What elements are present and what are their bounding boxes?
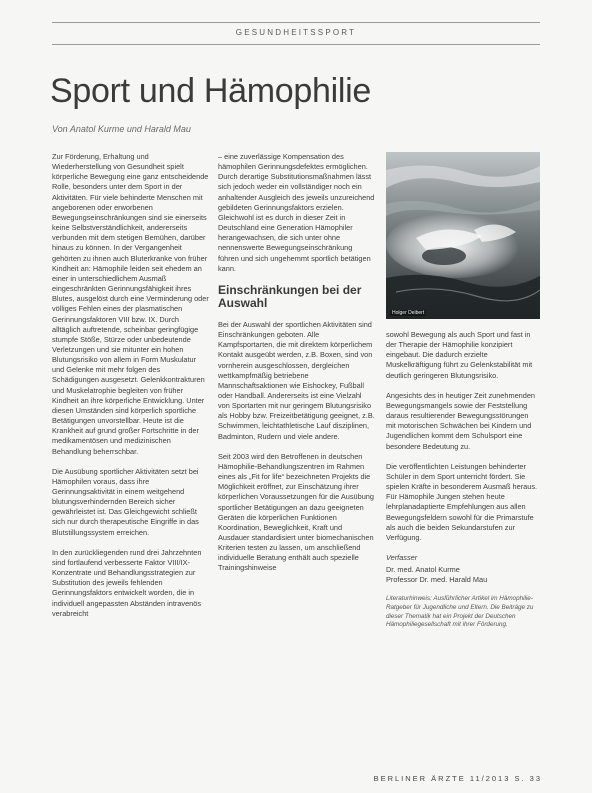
contact-line: Professor Dr. med. Harald Mau (386, 575, 488, 585)
paragraph: In den zurückliegenden rund drei Jahrzehnten sind fortlaufend verbesserte Faktor VIII/IX-Konzentrate und Behandlungsstrategien zur Substitution des jeweils fehlenden Gerinnungsfaktors entwickelt worden, die in individuell angepassten Abständen intravenös verabreicht (52, 547, 202, 618)
contact-block (386, 565, 540, 585)
paragraph: Zur Förderung, Erhaltung und Wiederherstellung von Gesundheit spielt körperliche Bewegung eine ganz entscheidende Rolle, besonders unter dem Sport in der Aktivitäten. Für viele behinderte Menschen mit angeborenen oder erworbenen Bewegungseinschränkungen sind sie einerseits keine Selbstverständlichkeit, andererseits verbunden mit dem stetigen Bemühen, darüber hinaus zu können. In der Vergangenheit gehörten zu ihnen auch Bluterkranke von früher Kindheit an: Hämophile leiden seit ehedem an einer in unterschiedlichem Ausmaß eingeschränkten Gerinnungsfähigkeit ihres Blutes, ausgelöst durch eine Verminderung oder völliges Fehlen eines der plasmatischen Gerinnungsfaktoren VIII bzw. IX. Durch alltäglich auftretende, scheinbar geringfügige stumpfe Stöße, Stürze oder unbedeutende Verletzungen und sie mitunter ein hohen Blutungsrisiko von allem in Form Muskulatur und Gelenke mit mehr folgen des Schädigungen ausgesetzt. Gelenkkontrakturen und Muskelatrophie begleiten von früher Kindheit an ihre körperliche Entwicklung. Unter diesen Umständen sind körperlich sportliche Betätigungen unvorstellbar. Heute ist die Krankheit auf grund großer Fortschritte in der medikamentösen und medizinischen Behandlung beherrschbar. (52, 152, 209, 456)
paragraph: Bei der Auswahl der sportlichen Aktivitäten sind Einschränkungen geboten. Alle Kampfsportarten, die mit direktem körperlichem Kontakt ausgeübt werden, z.B. Boxen, sind von vornherein ausgeschlossen, dergleichen wettkampfmäßig betriebene Mannschaftsaktionen wie Eishockey, Fußball oder Handball. Andererseits ist eine Vielzahl von Sportarten mit nur geringem Blutungsrisiko als Hobby bzw. Freizeitbetätigung geeignet, z.B. Schwimmen, leichtathletische Lauf disziplinen, Badminton, Rudern und viele andere. (218, 319, 375, 441)
paragraph: Die Ausübung sportlicher Aktivitäten setzt bei Hämophilen voraus, dass ihre Gerinnungsaktivität in einem weitgehend blutungsverhindernden Bereich sicher gewährleistet ist. Das Gleichgewicht schließt sich nur durch therapeutische Eingriffe in das Blutstillungssystem erreichen. (52, 466, 199, 537)
article-title: Sport und Hämophilie (50, 72, 371, 110)
paragraph: – eine zuverlässige Kompensation des hämophilen Gerinnungsdefektes ermöglichen. Durch derartige Substitutionsmaßnahmen lässt sich jedoch weder ein vollständiger noch ein anhaltender Ausgleich des jeweils unzureichend gebildeten Gerinnungsfaktors erzielen. Gleichwohl ist es durch in dieser Zeit in Deutschland eine Generation Hämophiler herangewachsen, die sich unter ohne nennenswerte Bewegungseinschränkung führen und sich ungehemmt sportlich betätigen kann. (218, 152, 375, 273)
section-label: GESUNDHEITSSPORT (235, 28, 357, 37)
header-rule-top (52, 22, 540, 23)
column-2 (218, 152, 375, 584)
paragraph: Angesichts des in heutiger Zeit zunehmenden Bewegungsmangels sowie der Feststellung daraus resultierender Bewegungsstörungen mit motorischen Schwächen bei Kindern und Jugendlichen kommt dem Schulsport eine besondere Bedeutung zu. (386, 390, 536, 451)
column-3 (386, 330, 540, 640)
literature-note: Literaturhinweis: Ausführlicher Artikel im Hämophilie-Ratgeber für Jugendliche und Eltern. Die Beiträge zu dieser Thematik hat ein Projekt der Deutschen Hämophiliegesellschaft mit ihrer Förderung. (386, 595, 534, 629)
subheading: Einschränkungen bei der Auswahl (218, 282, 362, 310)
paragraph: Die veröffentlichten Leistungen behinderter Schüler in dem Sport unterricht fördert. Sie spielen Kräfte in besonderem Ausmaß heraus. Für Hämophile Jungen stehen heute lehrplanadaptierte Empfehlungen aus allen Bewegungsfeldern sowohl für die Primarstufe als auch die beiden Sekundarstufen zur Verfügung. (386, 461, 538, 542)
paragraph: sowohl Bewegung als auch Sport und fast in der Therapie der Hämophilie konzipiert eingebaut. Die dadurch erzielte Muskelkräftigung führt zu Gelenkstabilität mit deutlich geringeren Blutungsrisiko. (386, 330, 533, 380)
swimmer-photo-image (386, 152, 540, 319)
journal-footer: BERLINER ÄRZTE 11/2013 S. 33 (373, 774, 542, 783)
paragraph: Seit 2003 wird den Betroffenen in deutschen Hämophilie-Behandlungszentren im Rahmen eines als „Fit for life“ bezeichneten Projekts die Möglichkeit eröffnet, zur Einschätzung ihrer körperlichen Voraussetzungen für die Ausübung sportlicher Betätigungen an dazu geeigneten Geräten die körperlichen Funktionen Koordination, Beweglichkeit, Kraft und Ausdauer standardisiert unter biomechanischen Kriterien testen zu lassen, um anschließend individuelle Beratung enthält auch spezielle Trainingshinweise (218, 451, 374, 573)
contact-line: Dr. med. Anatol Kurme (386, 565, 460, 575)
photo-credit: Holger Deibert (392, 310, 425, 316)
contact-label: Verfasser (386, 552, 418, 562)
column-1 (52, 152, 209, 629)
header-rule-bottom (52, 44, 540, 45)
article-authors: Von Anatol Kurme und Harald Mau (52, 124, 191, 134)
swimmer-photo (386, 152, 540, 319)
